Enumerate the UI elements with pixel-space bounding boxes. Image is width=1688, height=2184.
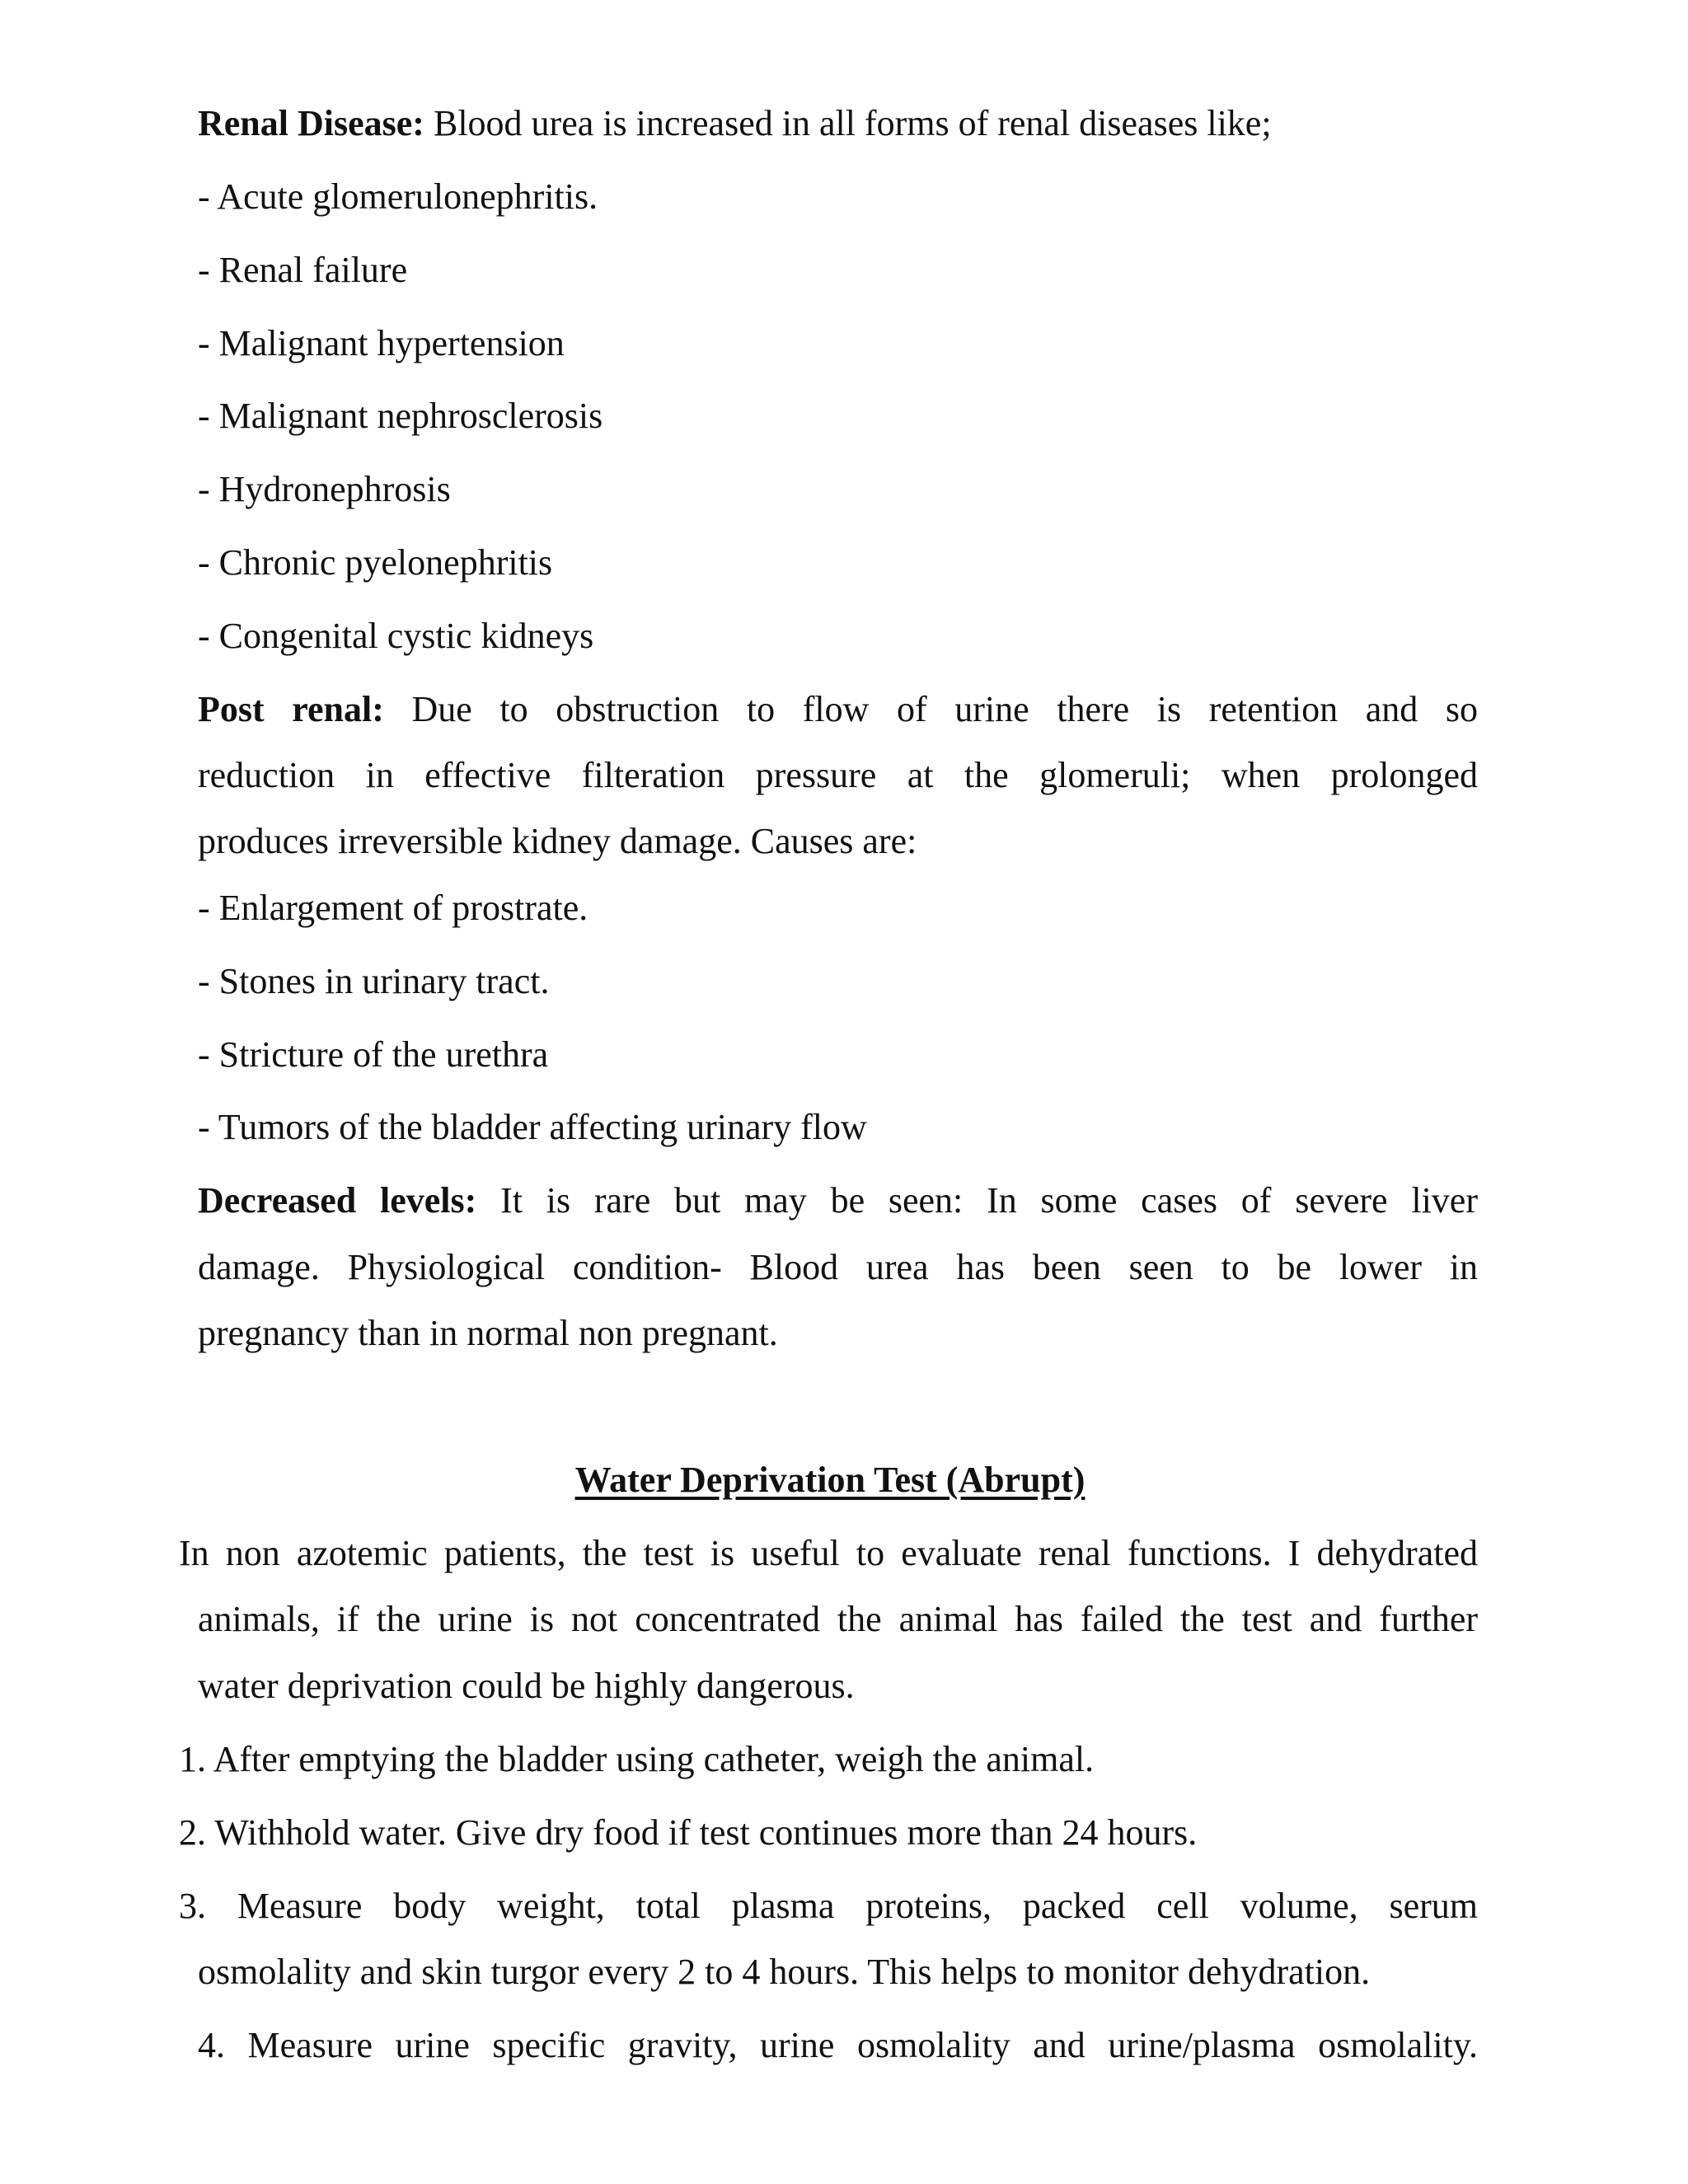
decreased-levels-line xyxy=(198,1178,1478,1224)
section-heading: Water Deprivation Test (Abrupt) xyxy=(574,1460,1085,1500)
water-deprivation-intro-line: water deprivation could be highly dangerous. xyxy=(198,1666,855,1706)
list-item: - Stones in urinary tract. xyxy=(198,961,550,1001)
list-item: - Hydronephrosis xyxy=(198,469,451,509)
renal-disease-paragraph xyxy=(198,101,1272,147)
step-item-continued: osmolality and skin turgor every 2 to 4 hours. This helps to monitor dehydration. xyxy=(198,1952,1371,1992)
list-item: - Enlargement of prostrate. xyxy=(198,888,588,928)
list-item: - Acute glomerulonephritis. xyxy=(198,176,598,217)
renal-disease-intro: Blood urea is increased in all forms of renal diseases like; xyxy=(424,103,1272,143)
post-renal-text: Due to obstruction to flow of urine there is retention and so xyxy=(383,689,1479,729)
decreased-levels-text: It is rare but may be seen: In some cases of severe liver xyxy=(476,1180,1478,1221)
list-item: - Renal failure xyxy=(198,250,408,290)
renal-disease-label: Renal Disease: xyxy=(198,103,424,143)
decreased-levels-line: damage. Physiological condition- Blood urea has been seen to be lower in xyxy=(198,1247,1478,1287)
decreased-levels-line: pregnancy than in normal non pregnant. xyxy=(198,1313,778,1353)
step-item: 4. Measure urine specific gravity, urine osmolality and urine/plasma osmolality. xyxy=(198,2025,1478,2065)
post-renal-line xyxy=(198,687,1478,733)
list-item: - Chronic pyelonephritis xyxy=(198,542,553,583)
list-item: - Congenital cystic kidneys xyxy=(198,616,594,656)
step-item: 1. After emptying the bladder using catheter, weigh the animal. xyxy=(179,1739,1095,1779)
list-item: - Stricture of the urethra xyxy=(198,1034,549,1075)
post-renal-line: reduction in effective filteration pressure at the glomeruli; when prolonged xyxy=(198,755,1478,795)
step-item: 3. Measure body weight, total plasma proteins, packed cell volume, serum xyxy=(179,1886,1478,1926)
list-item: - Malignant hypertension xyxy=(198,323,565,363)
decreased-levels-label: Decreased levels: xyxy=(198,1180,477,1221)
list-item: - Malignant nephrosclerosis xyxy=(198,396,603,436)
post-renal-line: produces irreversible kidney damage. Causes are: xyxy=(198,821,917,861)
water-deprivation-intro-line: In non azotemic patients, the test is useful to evaluate renal functions. I dehydrated xyxy=(179,1533,1478,1573)
step-item: 2. Withhold water. Give dry food if test continues more than 24 hours. xyxy=(179,1812,1198,1853)
water-deprivation-intro-line: animals, if the urine is not concentrated the animal has failed the test and further xyxy=(198,1599,1478,1639)
post-renal-label: Post renal: xyxy=(198,689,384,729)
list-item: - Tumors of the bladder affecting urinary flow xyxy=(198,1107,867,1147)
